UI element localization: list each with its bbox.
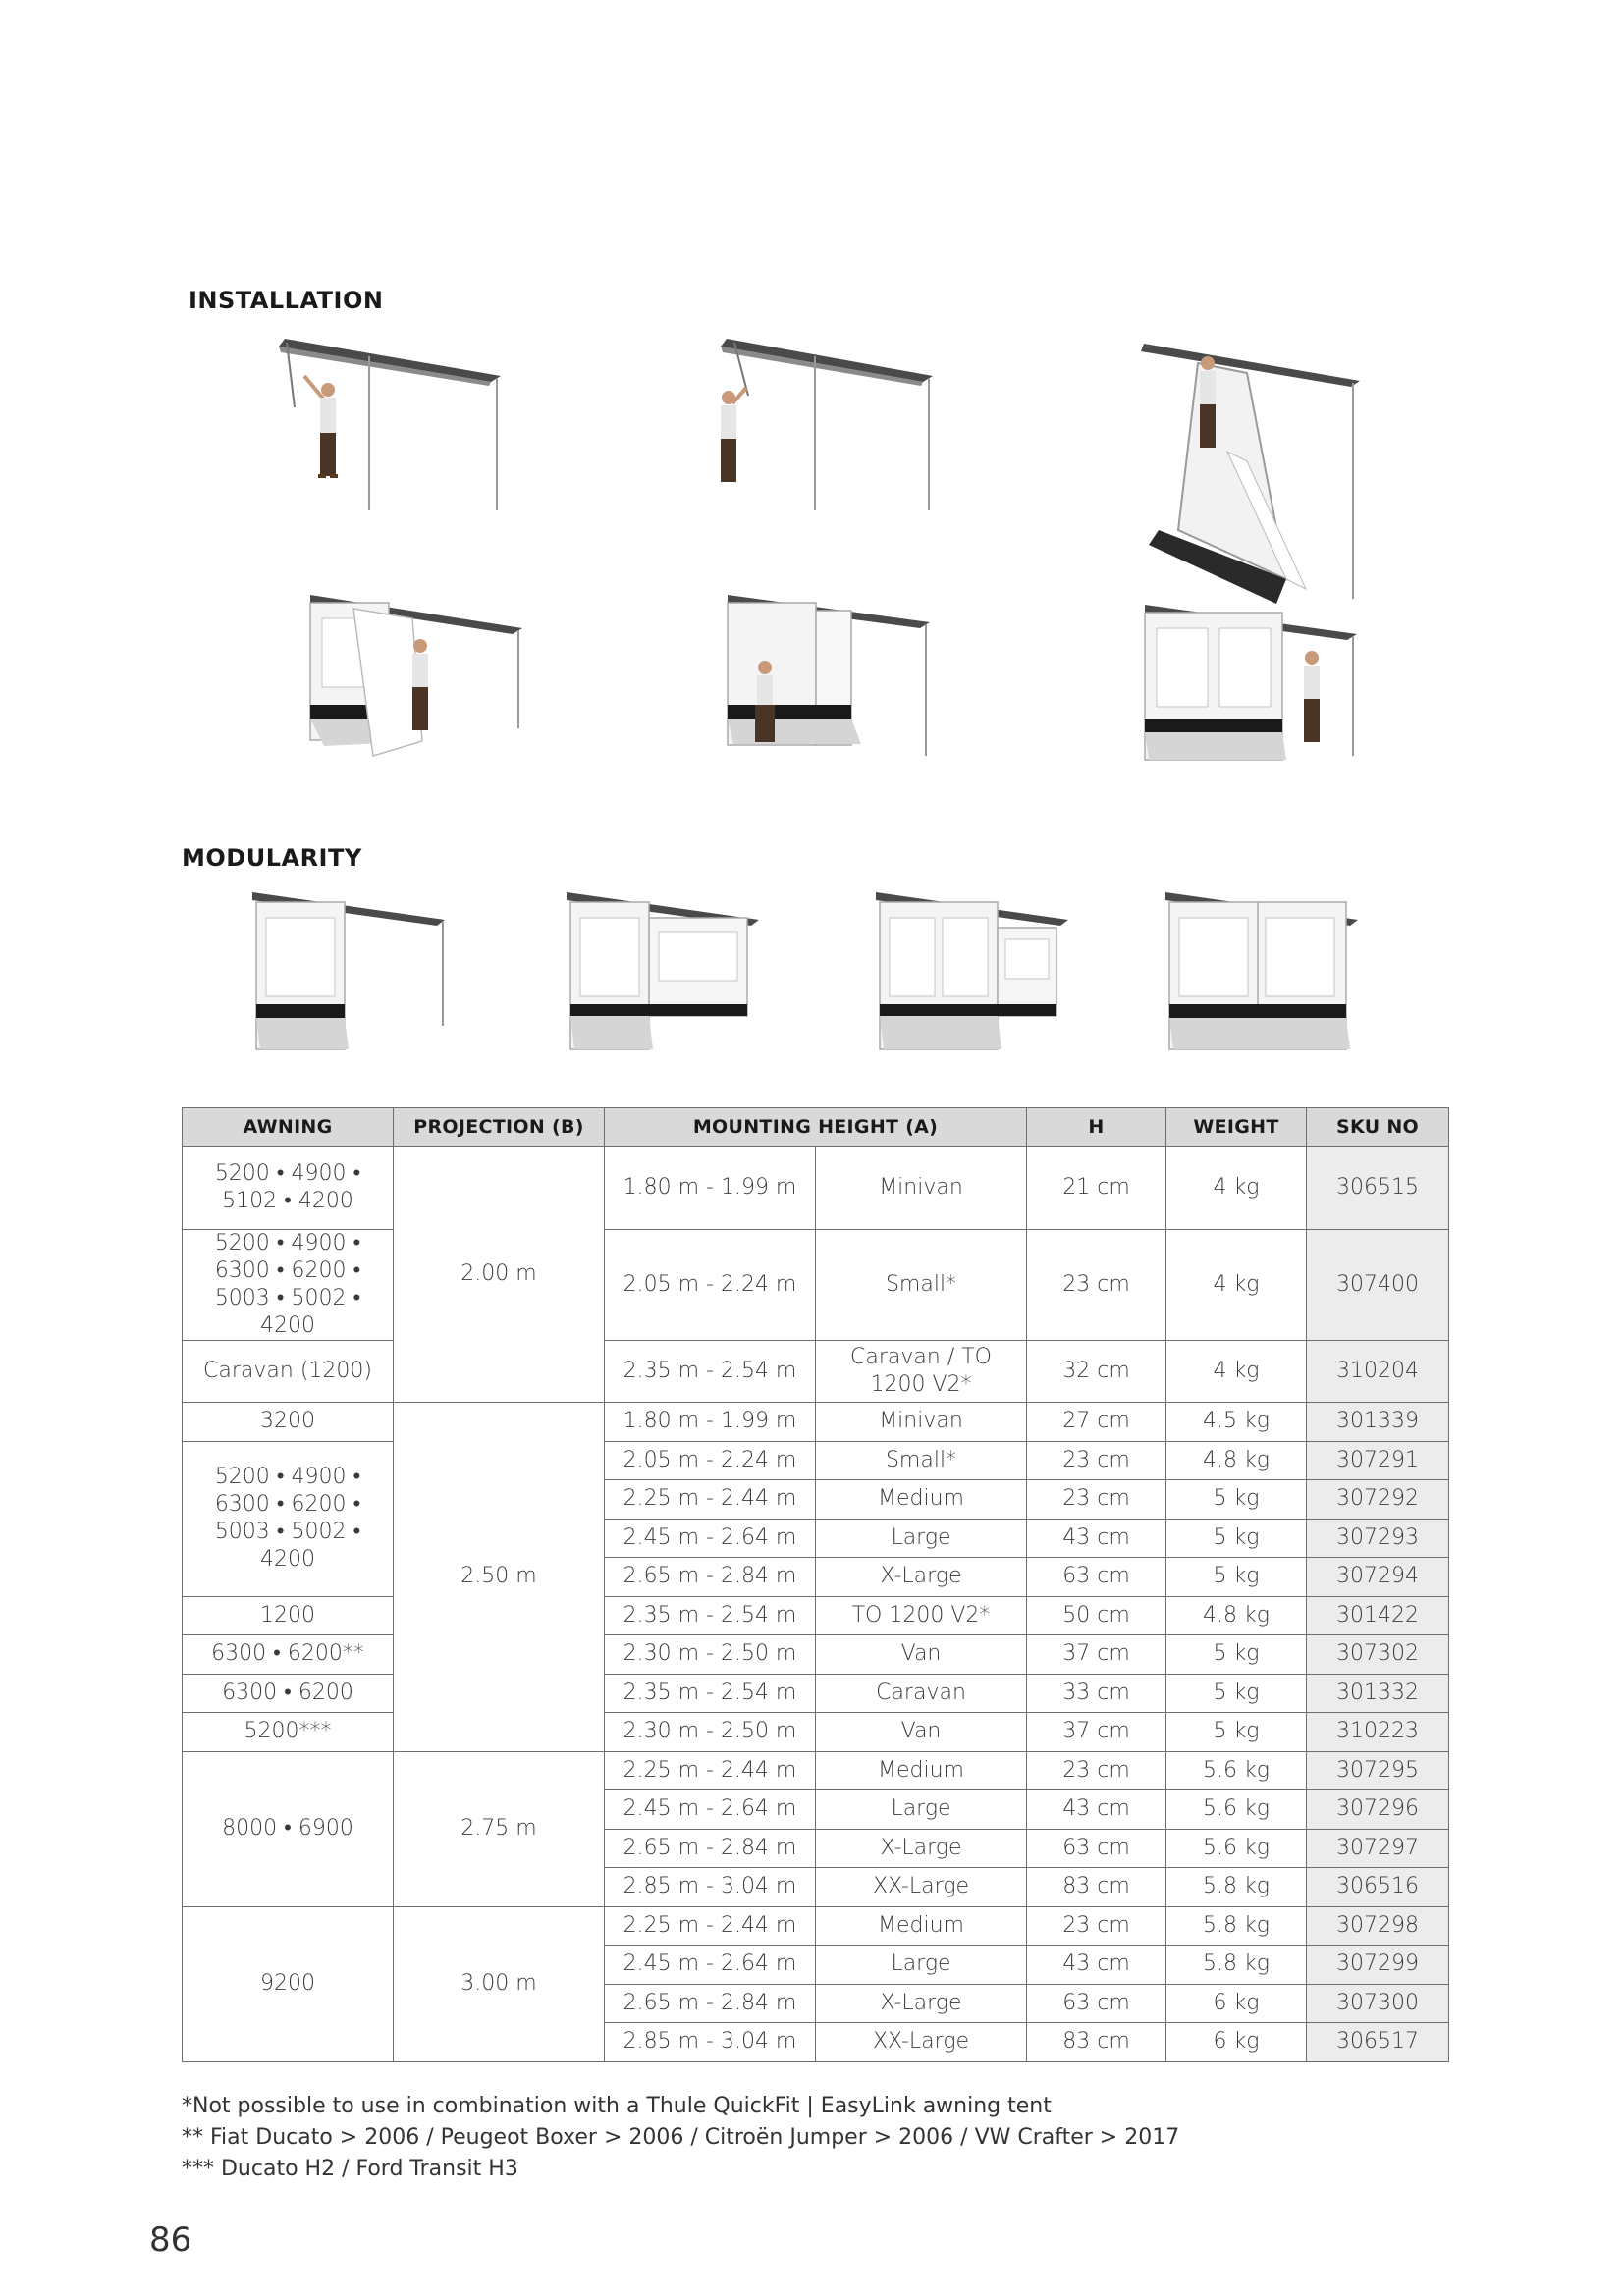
awning-cell: 9200 xyxy=(183,1906,394,2061)
size-cell: Medium xyxy=(816,1906,1027,1946)
sku-cell: 306515 xyxy=(1307,1147,1449,1230)
weight-cell: 4 kg xyxy=(1166,1147,1307,1230)
awning-cell: 5200 • 4900 • 5102 • 4200 xyxy=(183,1147,394,1230)
header-sku: SKU NO xyxy=(1307,1108,1449,1147)
mounting-height-cell: 2.30 m - 2.50 m xyxy=(605,1713,816,1752)
sku-cell: 307296 xyxy=(1307,1790,1449,1830)
awning-cell: 5200*** xyxy=(183,1713,394,1752)
mounting-height-cell: 2.35 m - 2.54 m xyxy=(605,1341,816,1403)
h-cell: 23 cm xyxy=(1027,1751,1166,1790)
size-cell: X-Large xyxy=(816,1829,1027,1868)
h-cell: 23 cm xyxy=(1027,1230,1166,1341)
mounting-height-cell: 2.05 m - 2.24 m xyxy=(605,1230,816,1341)
weight-cell: 5 kg xyxy=(1166,1519,1307,1558)
size-cell: Small* xyxy=(816,1441,1027,1480)
projection-cell: 2.50 m xyxy=(394,1403,605,1752)
projection-cell: 2.75 m xyxy=(394,1751,605,1906)
table-row xyxy=(183,1674,1449,1713)
sku-cell: 301422 xyxy=(1307,1596,1449,1635)
header-awning: AWNING xyxy=(183,1108,394,1147)
sku-cell: 307295 xyxy=(1307,1751,1449,1790)
table-row xyxy=(183,1341,1449,1403)
size-cell: Small* xyxy=(816,1230,1027,1341)
size-cell: Van xyxy=(816,1713,1027,1752)
installation-step-3-illustration xyxy=(1139,334,1375,609)
sku-cell: 307294 xyxy=(1307,1558,1449,1597)
h-cell: 63 cm xyxy=(1027,1558,1166,1597)
table-row xyxy=(183,1906,1449,1946)
size-cell: Minivan xyxy=(816,1403,1027,1442)
mounting-height-cell: 1.80 m - 1.99 m xyxy=(605,1147,816,1230)
size-cell: Medium xyxy=(816,1480,1027,1520)
weight-cell: 5 kg xyxy=(1166,1558,1307,1597)
mounting-height-cell: 1.80 m - 1.99 m xyxy=(605,1403,816,1442)
size-cell: Minivan xyxy=(816,1147,1027,1230)
weight-cell: 5 kg xyxy=(1166,1635,1307,1675)
table-row xyxy=(183,1403,1449,1442)
installation-step-1-illustration xyxy=(265,329,520,525)
modularity-config-2-illustration xyxy=(565,888,771,1065)
installation-step-6-illustration xyxy=(1139,599,1365,785)
size-cell: Caravan xyxy=(816,1674,1027,1713)
footnote-3: *** Ducato H2 / Ford Transit H3 xyxy=(182,2157,518,2181)
awning-cell: 8000 • 6900 xyxy=(183,1751,394,1906)
size-cell: X-Large xyxy=(816,1984,1027,2023)
sku-cell: 307293 xyxy=(1307,1519,1449,1558)
sku-cell: 307400 xyxy=(1307,1230,1449,1341)
sku-cell: 301332 xyxy=(1307,1674,1449,1713)
weight-cell: 4.5 kg xyxy=(1166,1403,1307,1442)
h-cell: 21 cm xyxy=(1027,1147,1166,1230)
mounting-height-cell: 2.45 m - 2.64 m xyxy=(605,1519,816,1558)
awning-cell: 6300 • 6200** xyxy=(183,1635,394,1675)
awning-cell: 6300 • 6200 xyxy=(183,1674,394,1713)
page-number: 86 xyxy=(149,2220,192,2260)
mounting-height-cell: 2.25 m - 2.44 m xyxy=(605,1751,816,1790)
h-cell: 50 cm xyxy=(1027,1596,1166,1635)
sku-cell: 307300 xyxy=(1307,1984,1449,2023)
size-cell: Van xyxy=(816,1635,1027,1675)
mounting-height-cell: 2.35 m - 2.54 m xyxy=(605,1596,816,1635)
sku-cell: 307299 xyxy=(1307,1946,1449,1985)
h-cell: 43 cm xyxy=(1027,1946,1166,1985)
h-cell: 63 cm xyxy=(1027,1984,1166,2023)
header-weight: WEIGHT xyxy=(1166,1108,1307,1147)
mounting-height-cell: 2.35 m - 2.54 m xyxy=(605,1674,816,1713)
awning-cell: 5200 • 4900 • 6300 • 6200 • 5003 • 5002 • 4200 xyxy=(183,1230,394,1341)
weight-cell: 5 kg xyxy=(1166,1480,1307,1520)
table-row xyxy=(183,1147,1449,1230)
size-cell: Large xyxy=(816,1946,1027,1985)
size-cell: Caravan / TO 1200 V2* xyxy=(816,1341,1027,1403)
footnote-1: *Not possible to use in combination with a Thule QuickFit | EasyLink awning tent xyxy=(182,2094,1052,2118)
mounting-height-cell: 2.45 m - 2.64 m xyxy=(605,1946,816,1985)
h-cell: 32 cm xyxy=(1027,1341,1166,1403)
weight-cell: 4.8 kg xyxy=(1166,1441,1307,1480)
table-row xyxy=(183,1441,1449,1480)
size-cell: Large xyxy=(816,1790,1027,1830)
projection-cell: 2.00 m xyxy=(394,1147,605,1403)
table-row xyxy=(183,1596,1449,1635)
size-cell: X-Large xyxy=(816,1558,1027,1597)
weight-cell: 5.8 kg xyxy=(1166,1946,1307,1985)
sku-cell: 307298 xyxy=(1307,1906,1449,1946)
awning-cell: 1200 xyxy=(183,1596,394,1635)
spec-table-body xyxy=(183,1147,1449,2062)
awning-cell: 5200 • 4900 • 6300 • 6200 • 5003 • 5002 • 4200 xyxy=(183,1441,394,1596)
awning-cell: Caravan (1200) xyxy=(183,1341,394,1403)
installation-heading: INSTALLATION xyxy=(189,287,384,314)
modularity-config-4-illustration xyxy=(1164,888,1370,1065)
table-row xyxy=(183,1751,1449,1790)
header-mounting-height: MOUNTING HEIGHT (A) xyxy=(605,1108,1027,1147)
header-projection: PROJECTION (B) xyxy=(394,1108,605,1147)
h-cell: 33 cm xyxy=(1027,1674,1166,1713)
sku-cell: 306516 xyxy=(1307,1868,1449,1907)
spec-table xyxy=(182,1107,1449,2062)
table-row xyxy=(183,1230,1449,1341)
sku-cell: 301339 xyxy=(1307,1403,1449,1442)
size-cell: XX-Large xyxy=(816,2023,1027,2062)
mounting-height-cell: 2.45 m - 2.64 m xyxy=(605,1790,816,1830)
size-cell: Large xyxy=(816,1519,1027,1558)
h-cell: 27 cm xyxy=(1027,1403,1166,1442)
weight-cell: 6 kg xyxy=(1166,2023,1307,2062)
mounting-height-cell: 2.85 m - 3.04 m xyxy=(605,1868,816,1907)
installation-step-5-illustration xyxy=(722,589,947,775)
weight-cell: 5.6 kg xyxy=(1166,1790,1307,1830)
weight-cell: 5.6 kg xyxy=(1166,1829,1307,1868)
mounting-height-cell: 2.25 m - 2.44 m xyxy=(605,1480,816,1520)
weight-cell: 5 kg xyxy=(1166,1674,1307,1713)
sku-cell: 306517 xyxy=(1307,2023,1449,2062)
sku-cell: 310223 xyxy=(1307,1713,1449,1752)
header-h: H xyxy=(1027,1108,1166,1147)
weight-cell: 4.8 kg xyxy=(1166,1596,1307,1635)
weight-cell: 6 kg xyxy=(1166,1984,1307,2023)
modularity-config-1-illustration xyxy=(250,888,457,1065)
mounting-height-cell: 2.05 m - 2.24 m xyxy=(605,1441,816,1480)
h-cell: 83 cm xyxy=(1027,2023,1166,2062)
weight-cell: 5.8 kg xyxy=(1166,1906,1307,1946)
mounting-height-cell: 2.65 m - 2.84 m xyxy=(605,1558,816,1597)
sku-cell: 307292 xyxy=(1307,1480,1449,1520)
mounting-height-cell: 2.85 m - 3.04 m xyxy=(605,2023,816,2062)
table-row xyxy=(183,1635,1449,1675)
weight-cell: 5.8 kg xyxy=(1166,1868,1307,1907)
h-cell: 43 cm xyxy=(1027,1519,1166,1558)
modularity-heading: MODULARITY xyxy=(182,844,362,872)
weight-cell: 5.6 kg xyxy=(1166,1751,1307,1790)
sku-cell: 307291 xyxy=(1307,1441,1449,1480)
h-cell: 23 cm xyxy=(1027,1906,1166,1946)
h-cell: 23 cm xyxy=(1027,1480,1166,1520)
h-cell: 43 cm xyxy=(1027,1790,1166,1830)
awning-cell: 3200 xyxy=(183,1403,394,1442)
modularity-config-3-illustration xyxy=(874,888,1080,1065)
sku-cell: 310204 xyxy=(1307,1341,1449,1403)
weight-cell: 4 kg xyxy=(1166,1230,1307,1341)
size-cell: XX-Large xyxy=(816,1868,1027,1907)
mounting-height-cell: 2.65 m - 2.84 m xyxy=(605,1984,816,2023)
mounting-height-cell: 2.65 m - 2.84 m xyxy=(605,1829,816,1868)
installation-step-2-illustration xyxy=(687,329,943,525)
installation-step-4-illustration xyxy=(304,589,530,775)
projection-cell: 3.00 m xyxy=(394,1906,605,2061)
table-row xyxy=(183,1713,1449,1752)
size-cell: Medium xyxy=(816,1751,1027,1790)
footnotes xyxy=(182,2091,1179,2185)
sku-cell: 307302 xyxy=(1307,1635,1449,1675)
h-cell: 23 cm xyxy=(1027,1441,1166,1480)
weight-cell: 4 kg xyxy=(1166,1341,1307,1403)
mounting-height-cell: 2.30 m - 2.50 m xyxy=(605,1635,816,1675)
h-cell: 37 cm xyxy=(1027,1635,1166,1675)
h-cell: 37 cm xyxy=(1027,1713,1166,1752)
weight-cell: 5 kg xyxy=(1166,1713,1307,1752)
h-cell: 63 cm xyxy=(1027,1829,1166,1868)
h-cell: 83 cm xyxy=(1027,1868,1166,1907)
mounting-height-cell: 2.25 m - 2.44 m xyxy=(605,1906,816,1946)
footnote-2: ** Fiat Ducato > 2006 / Peugeot Boxer > 2006 / Citroën Jumper > 2006 / VW Crafter > 2017 xyxy=(182,2125,1180,2150)
size-cell: TO 1200 V2* xyxy=(816,1596,1027,1635)
sku-cell: 307297 xyxy=(1307,1829,1449,1868)
table-header-row xyxy=(183,1108,1449,1147)
